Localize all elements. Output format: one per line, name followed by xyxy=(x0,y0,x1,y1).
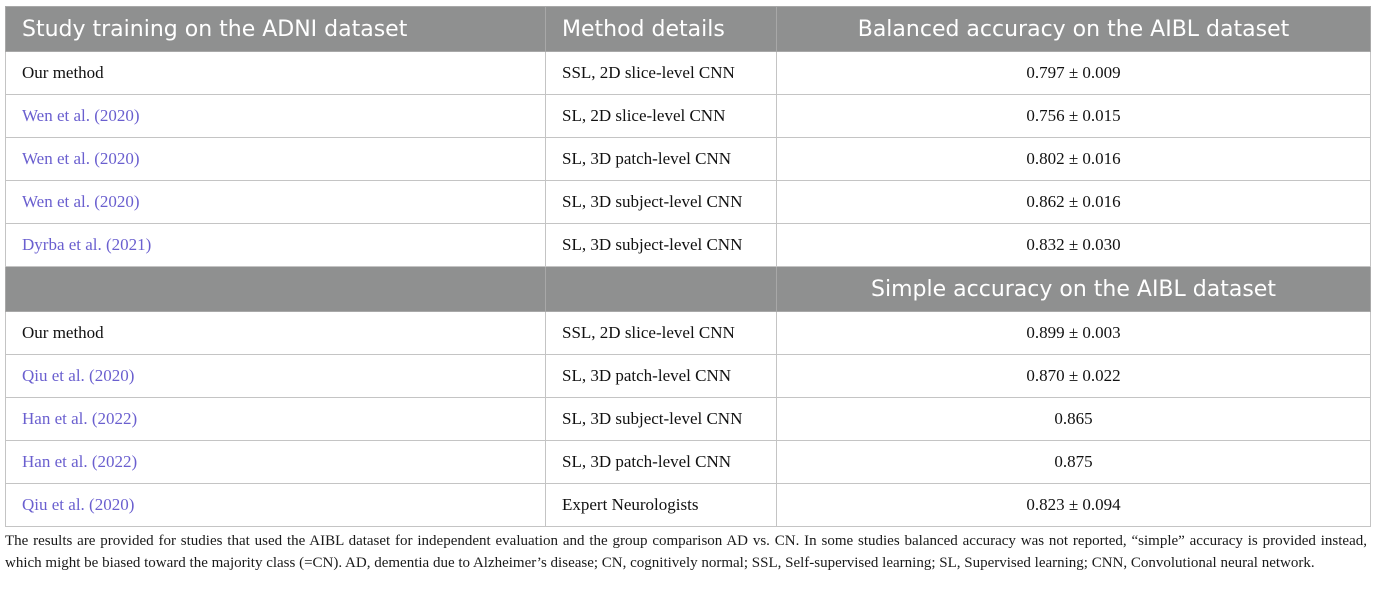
table-row xyxy=(6,355,1371,398)
header-balanced-accuracy: Balanced accuracy on the AIBL dataset xyxy=(777,7,1371,52)
table-row xyxy=(6,441,1371,484)
table-row xyxy=(6,484,1371,527)
accuracy-cell: 0.756 ± 0.015 xyxy=(777,95,1371,138)
study-cell: Our method xyxy=(6,312,546,355)
method-cell: SL, 3D patch-level CNN xyxy=(546,138,777,181)
study-link[interactable]: Qiu et al. (2020) xyxy=(22,495,135,514)
table-row xyxy=(6,398,1371,441)
study-link[interactable]: Wen et al. (2020) xyxy=(22,106,140,125)
header-study: Study training on the ADNI dataset xyxy=(6,7,546,52)
accuracy-cell: 0.862 ± 0.016 xyxy=(777,181,1371,224)
study-cell xyxy=(6,224,546,267)
study-cell xyxy=(6,181,546,224)
table-footnote: The results are provided for studies that used the AIBL dataset for independent evaluation and the group comparison AD vs. CN. In some studies balanced accuracy was not reported, “simple” accuracy is provided instead, which might be biased toward the majority class (=CN). AD, dementia due to Alzheimer’s disease; CN, cognitively normal; SSL, Self-supervised learning; SL, Supervised learning; CNN, Convolutional neural network. xyxy=(5,533,1367,571)
accuracy-cell: 0.875 xyxy=(777,441,1371,484)
method-cell: SSL, 2D slice-level CNN xyxy=(546,312,777,355)
study-cell xyxy=(6,441,546,484)
method-cell: SL, 2D slice-level CNN xyxy=(546,95,777,138)
accuracy-cell: 0.865 xyxy=(777,398,1371,441)
table-row xyxy=(6,52,1371,95)
accuracy-cell: 0.823 ± 0.094 xyxy=(777,484,1371,527)
table-row xyxy=(6,181,1371,224)
header-simple-accuracy: Simple accuracy on the AIBL dataset xyxy=(777,267,1371,312)
results-table xyxy=(5,6,1371,527)
method-cell: SSL, 2D slice-level CNN xyxy=(546,52,777,95)
method-cell: SL, 3D subject-level CNN xyxy=(546,181,777,224)
table-row xyxy=(6,95,1371,138)
subheader-empty-2 xyxy=(546,267,777,312)
table-row xyxy=(6,138,1371,181)
table-header-row xyxy=(6,7,1371,52)
table-row xyxy=(6,224,1371,267)
study-link[interactable]: Han et al. (2022) xyxy=(22,409,138,428)
study-link[interactable]: Dyrba et al. (2021) xyxy=(22,235,152,254)
method-cell: SL, 3D patch-level CNN xyxy=(546,355,777,398)
accuracy-cell: 0.899 ± 0.003 xyxy=(777,312,1371,355)
method-cell: SL, 3D patch-level CNN xyxy=(546,441,777,484)
accuracy-cell: 0.832 ± 0.030 xyxy=(777,224,1371,267)
study-cell xyxy=(6,398,546,441)
accuracy-cell: 0.797 ± 0.009 xyxy=(777,52,1371,95)
method-cell: SL, 3D subject-level CNN xyxy=(546,398,777,441)
method-cell: Expert Neurologists xyxy=(546,484,777,527)
header-method: Method details xyxy=(546,7,777,52)
table-row xyxy=(6,312,1371,355)
study-cell xyxy=(6,355,546,398)
study-cell xyxy=(6,95,546,138)
table-subheader-row xyxy=(6,267,1371,312)
study-cell: Our method xyxy=(6,52,546,95)
study-cell xyxy=(6,138,546,181)
subheader-empty-1 xyxy=(6,267,546,312)
accuracy-cell: 0.802 ± 0.016 xyxy=(777,138,1371,181)
study-link[interactable]: Wen et al. (2020) xyxy=(22,149,140,168)
method-cell: SL, 3D subject-level CNN xyxy=(546,224,777,267)
study-link[interactable]: Qiu et al. (2020) xyxy=(22,366,135,385)
accuracy-cell: 0.870 ± 0.022 xyxy=(777,355,1371,398)
study-cell xyxy=(6,484,546,527)
study-link[interactable]: Han et al. (2022) xyxy=(22,452,138,471)
study-link[interactable]: Wen et al. (2020) xyxy=(22,192,140,211)
